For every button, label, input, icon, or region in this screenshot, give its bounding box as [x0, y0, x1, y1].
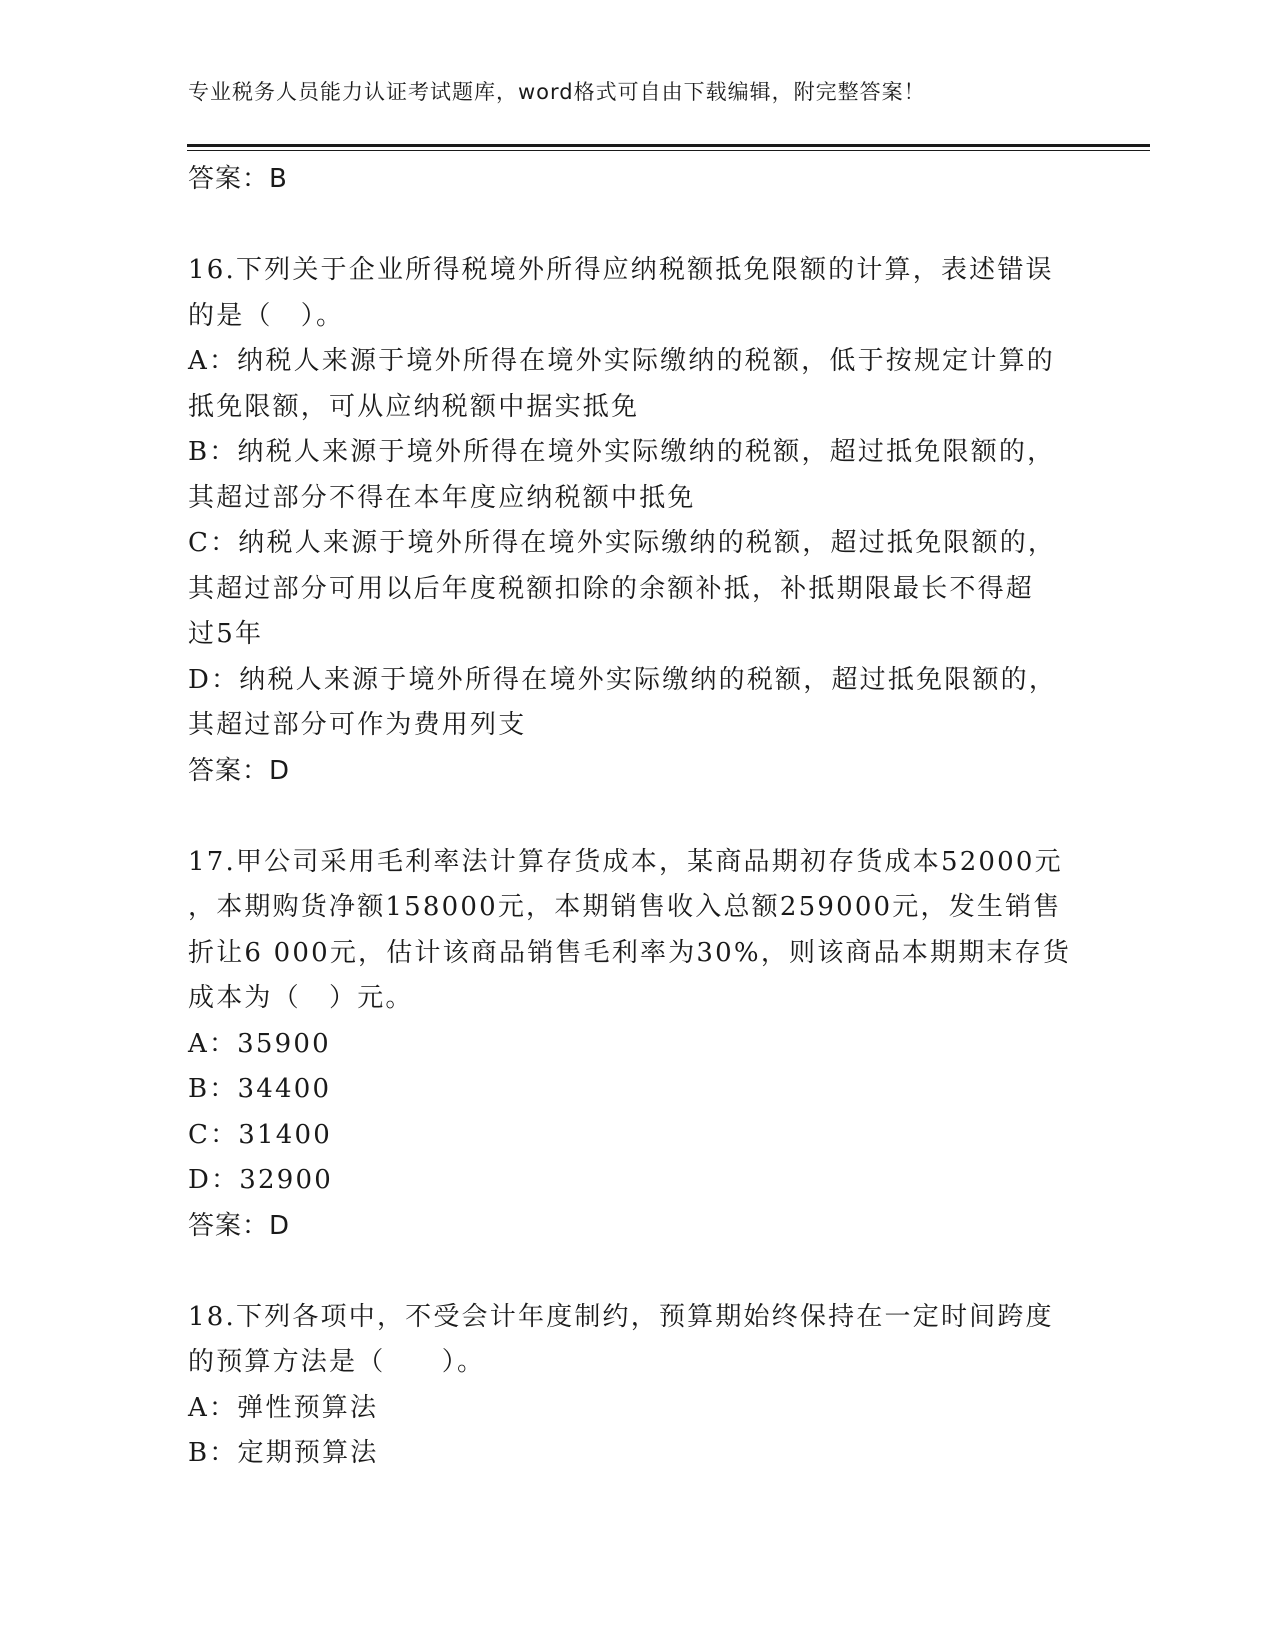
page-header: 专业税务人员能力认证考试题库，word格式可自由下载编辑，附完整答案！ — [188, 80, 926, 104]
option-a-line: A：35900 — [188, 1028, 331, 1059]
question-18 — [188, 1295, 1088, 1477]
question-stem-line: 17.甲公司采用毛利率法计算存货成本，某商品期初存货成本52000元 — [188, 846, 1063, 877]
answer-line: 答案：B — [188, 164, 288, 194]
option-d-line: D：纳税人来源于境外所得在境外实际缴纳的税额，超过抵免限额的， — [188, 664, 1058, 695]
question-stem-line: 18.下列各项中，不受会计年度制约，预算期始终保持在一定时间跨度 — [188, 1301, 1054, 1332]
question-stem-line: 成本为（ ）元。 — [188, 983, 414, 1013]
question-17 — [188, 840, 1088, 1250]
option-a-line: A：弹性预算法 — [188, 1392, 379, 1423]
spacer — [188, 794, 1088, 840]
option-a-line: 抵免限额，可从应纳税额中据实抵免 — [188, 391, 640, 422]
header-rule-thin — [187, 150, 1150, 151]
option-d-line: 其超过部分可作为费用列支 — [188, 710, 527, 740]
spacer — [188, 203, 1088, 249]
header-rule-thick — [187, 144, 1150, 147]
option-b-line: B：定期预算法 — [188, 1438, 379, 1468]
question-16 — [188, 248, 1088, 794]
answer-line: 答案：D — [188, 755, 291, 786]
question-stem-line: 16.下列关于企业所得税境外所得应纳税额抵免限额的计算，表述错误 — [188, 255, 1054, 285]
option-b-line: B：34400 — [188, 1074, 332, 1104]
option-d-line: D：32900 — [188, 1165, 333, 1195]
answer-line: 答案：D — [188, 1210, 291, 1241]
question-stem-line: 的是（ ）。 — [188, 300, 345, 331]
option-b-line: B：纳税人来源于境外所得在境外实际缴纳的税额，超过抵免限额的， — [188, 437, 1056, 467]
spacer — [188, 1249, 1088, 1295]
option-c-line: C：31400 — [188, 1119, 333, 1150]
question-stem-line: 折让6 000元，估计该商品销售毛利率为30%，则该商品本期期末存货 — [188, 937, 1072, 968]
option-c-line: 过5年 — [188, 619, 264, 649]
option-b-line: 其超过部分不得在本年度应纳税额中抵免 — [188, 482, 696, 513]
option-c-line: C：纳税人来源于境外所得在境外实际缴纳的税额，超过抵免限额的， — [188, 528, 1057, 558]
option-a-line: A：纳税人来源于境外所得在境外实际缴纳的税额，低于按规定计算的 — [188, 346, 1055, 376]
question-stem-line: ，本期购货净额158000元，本期销售收入总额259000元，发生销售 — [188, 892, 1062, 922]
document-body — [188, 157, 1088, 1477]
option-c-line: 其超过部分可用以后年度税额扣除的余额补抵，补抵期限最长不得超 — [188, 573, 1035, 604]
question-stem-line: 的预算方法是（ ）。 — [188, 1347, 486, 1377]
